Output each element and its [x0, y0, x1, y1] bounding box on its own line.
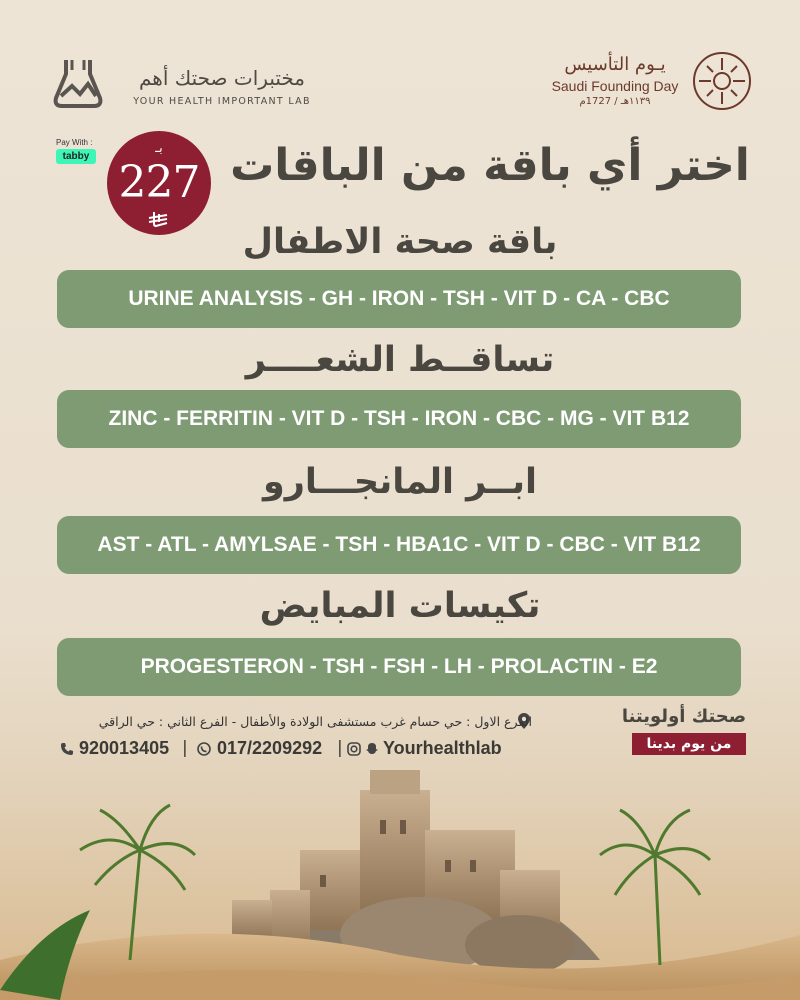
whatsapp-number[interactable]: 017/2209292 — [217, 738, 323, 758]
slogan-line-1: صحتك أولويتنا — [621, 706, 747, 727]
headline: اختر أي باقة من الباقات — [230, 140, 750, 191]
social-handle[interactable]: Yourhealthlab — [383, 738, 502, 758]
branches-address: الفرع الاول : حي حسام غرب مستشفى الولادة والأطفال - الفرع الثاني : حي الراقي — [98, 714, 532, 729]
phone-icon — [60, 742, 74, 756]
pay-with-label: Pay With : — [56, 138, 93, 147]
separator: | — [337, 738, 343, 758]
founding-day-arabic: يـوم التأسيس — [564, 54, 666, 75]
package-tests-bar: AST - ATL - AMYLSAE - TSH - HBA1C - VIT D - CBC - VIT B12 — [57, 516, 741, 574]
contact-row — [52, 738, 532, 762]
founding-day-emblem-icon — [691, 50, 753, 112]
flask-logo-icon — [52, 56, 104, 112]
price-prefix: بـ — [155, 141, 163, 156]
instagram-icon — [347, 742, 361, 756]
snapchat-icon — [365, 742, 379, 756]
desert-fort-illustration — [0, 760, 800, 1000]
slogan-line-2: من يوم بدينا — [632, 733, 746, 755]
tabby-badge: tabby — [56, 149, 96, 164]
lab-logo — [52, 56, 311, 116]
lab-name-arabic: مختبرات صحتك أهم — [138, 66, 306, 90]
package-tests-bar: PROGESTERON - TSH - FSH - LH - PROLACTIN - E2 — [57, 638, 741, 696]
founding-day-date: ١١٣٩هـ / 1727م — [579, 96, 651, 107]
founding-day-logo — [545, 50, 755, 114]
founding-day-english: Saudi Founding Day — [551, 78, 679, 94]
lab-name-english: YOUR HEALTH IMPORTANT LAB — [133, 96, 311, 107]
price-value: 227 — [118, 157, 200, 208]
separator: | — [182, 738, 188, 758]
phone-number[interactable]: 920013405 — [79, 738, 170, 758]
package-title: تساقــط الشعــــر — [245, 340, 555, 380]
price-badge — [107, 131, 211, 235]
package-title: ابــر المانجـــارو — [262, 462, 538, 502]
package-tests-bar: ZINC - FERRITIN - VIT D - TSH - IRON - CBC - MG - VIT B12 — [57, 390, 741, 448]
whatsapp-icon — [197, 742, 211, 756]
package-tests-bar: URINE ANALYSIS - GH - IRON - TSH - VIT D - CA - CBC — [57, 270, 741, 328]
package-title: باقة صحة الاطفال — [242, 222, 558, 262]
package-title: تكيسات المبايض — [259, 586, 541, 626]
